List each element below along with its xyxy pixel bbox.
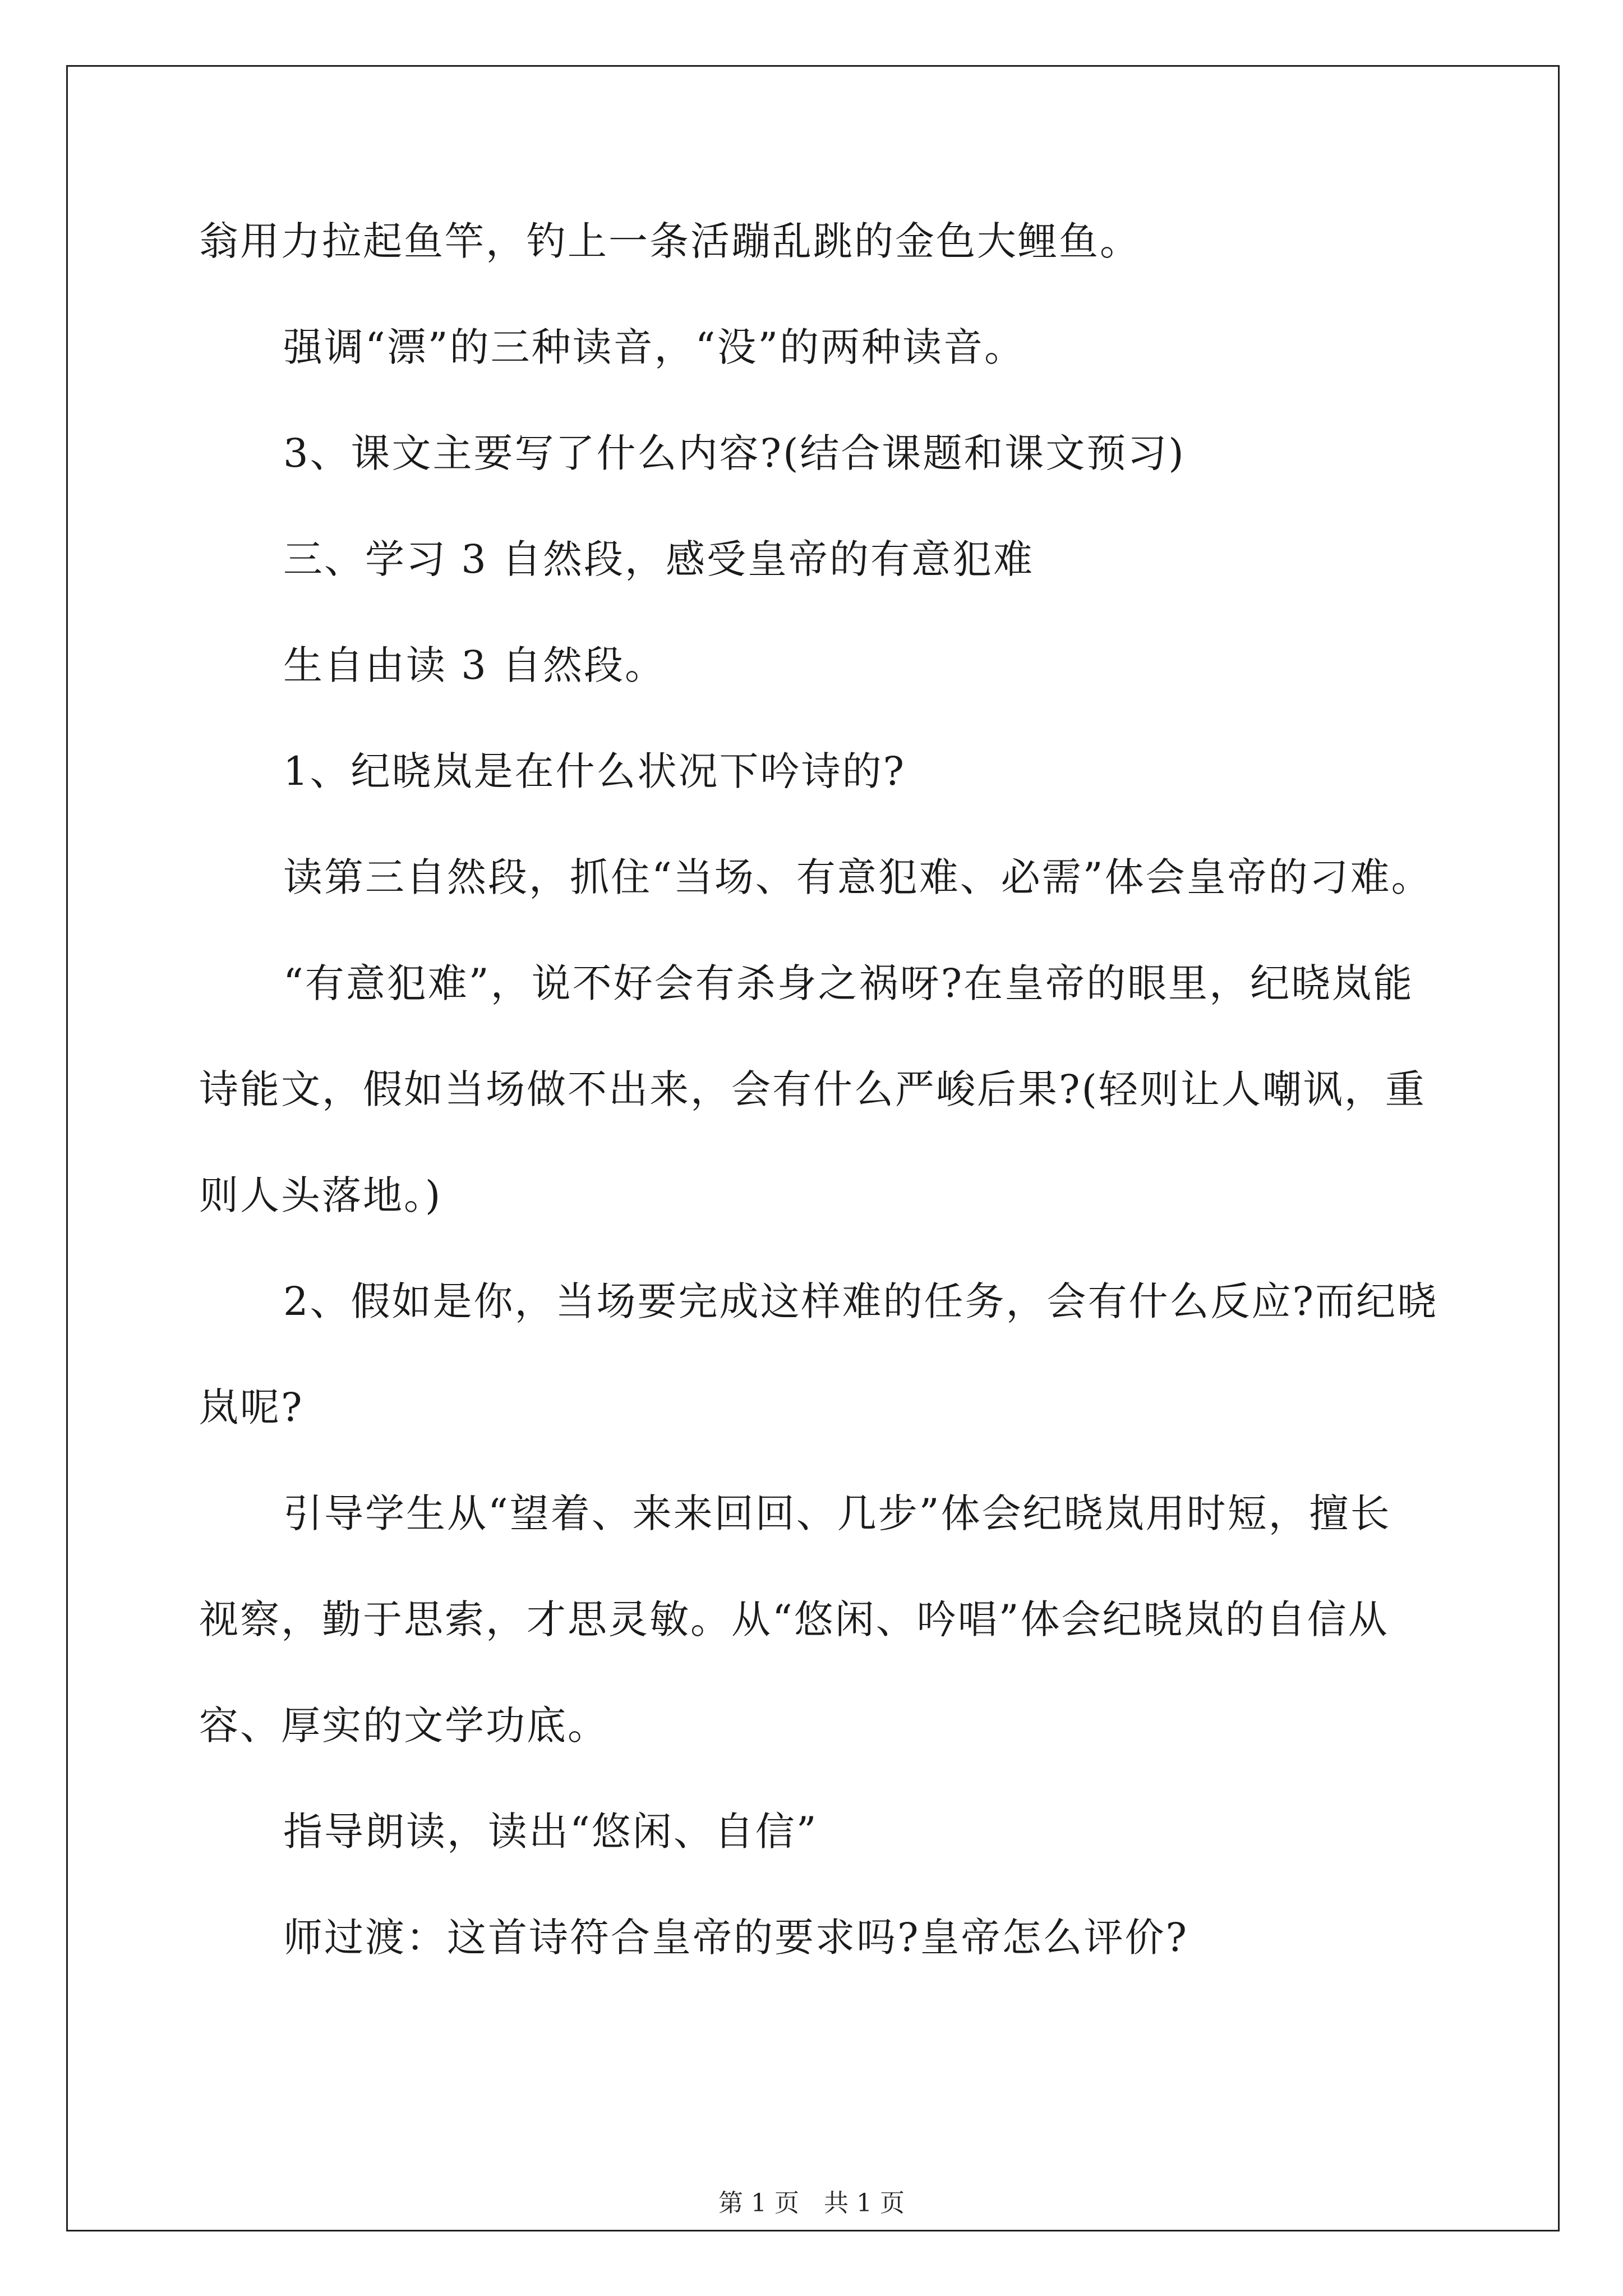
page-border	[66, 65, 1560, 2231]
text-line: 引导学生从“望着、来来回回、几步”体会纪晓岚用时短，擅长	[283, 1490, 1391, 1536]
text-line: 1、纪晓岚是在什么状况下吟诗的?	[283, 748, 906, 794]
text-line: 视察，勤于思索，才思灵敏。从“悠闲、吟唱”体会纪晓岚的自信从	[199, 1596, 1389, 1642]
text-line: 岚呢?	[199, 1384, 304, 1430]
text-line: 容、厚实的文学功底。	[199, 1703, 608, 1749]
text-line: 诗能文，假如当场做不出来，会有什么严峻后果?(轻则让人嘲讽，重	[199, 1066, 1426, 1112]
text-line: 生自由读 3 自然段。	[283, 642, 666, 688]
text-line: 指导朗读，读出“悠闲、自信”	[283, 1809, 818, 1855]
text-line: 翁用力拉起鱼竿，钓上一条活蹦乱跳的金色大鲤鱼。	[199, 218, 1141, 264]
text-line: 则人头落地。)	[199, 1172, 442, 1218]
text-line: “有意犯难”，说不好会有杀身之祸呀?在皇帝的眼里，纪晓岚能	[283, 960, 1414, 1006]
section-heading: 三、学习 3 自然段，感受皇帝的有意犯难	[283, 536, 1035, 582]
text-line: 3、课文主要写了什么内容?(结合课题和课文预习)	[283, 430, 1186, 476]
text-line: 2、假如是你，当场要完成这样难的任务，会有什么反应?而纪晓	[283, 1278, 1438, 1324]
text-line: 读第三自然段，抓住“当场、有意犯难、必需”体会皇帝的刁难。	[283, 854, 1432, 900]
page-number-footer: 第 1 页 共 1 页	[718, 2189, 905, 2217]
text-line: 强调“漂”的三种读音，“没”的两种读音。	[283, 324, 1026, 370]
text-line: 师过渡：这首诗符合皇帝的要求吗?皇帝怎么评价?	[283, 1915, 1189, 1961]
